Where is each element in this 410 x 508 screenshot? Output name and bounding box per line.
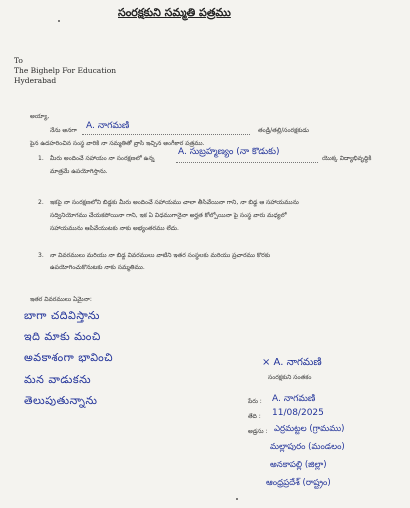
scan-speck [58, 20, 60, 22]
point-1-line1-suffix: యొక్క విద్యాభివృద్ధికి [322, 155, 372, 162]
footer-name-label: పేరు : [248, 398, 262, 405]
other-details-hand-line-1: బాగా చదివిస్తాను [24, 309, 100, 322]
point-1-number: 1. [38, 155, 44, 162]
child-name-handwritten: A. సుబ్రహ్మణ్యం (నా కొడుకు) [178, 147, 280, 157]
point-2-line1: ఇకపై నా సంరక్షణలోని బిడ్డకు మీరు అందించే సహాయము చాలా తీసివేయినా గాని, నా బిడ్డ ఆ సహాయమును [50, 199, 299, 206]
signature-label: సంరక్షకుని సంతకం [268, 374, 312, 381]
address-organization: The Bighelp For Education [14, 66, 117, 75]
intro-line2: పైన ఉదహరించిన సంస్థ వారికి నా సమ్మతితో వ్రాసి ఇచ్చిన అంగీకార పత్రము. [30, 140, 205, 147]
address-to: To [14, 56, 23, 65]
address-city: Hyderabad [14, 76, 57, 85]
point-3-line1: నా వివరములు మరియు నా బిడ్డ వివరములు వాటిని ఇతర సంస్థలకు మరియు ప్రచారము కొరకు [50, 252, 271, 259]
document-title: సంరక్షకుని సమ్మతి పత్రము [118, 6, 231, 19]
footer-name-handwritten: A. నాగమణి [272, 394, 316, 404]
point-1-line2: మాత్రమే ఉపయోగిస్తాను. [50, 168, 108, 175]
point-2-line3: సహాయమును ఆపివేయుటకు నాకు అభ్యంతరము లేదు. [50, 225, 179, 232]
point-3-number: 3. [38, 252, 44, 259]
recipient-address [14, 56, 116, 86]
other-details-hand-line-5: తెలుపుతున్నాను [24, 394, 98, 407]
other-details-hand-line-2: ఇది మాకు మంచి [24, 330, 101, 343]
guardian-name-handwritten: A. నాగమణి [86, 121, 130, 131]
intro-line1-suffix: తండ్రి/తల్లి/సంరక్షకుడు [258, 127, 309, 134]
guardian-name-line [82, 134, 250, 135]
footer-address-hand-line-4: ఆంధ్రప్రదేశ్ (రాష్ట్రం) [266, 478, 331, 488]
child-name-line [176, 162, 318, 163]
point-3-line2: ఉపయోగించుకొనుటకు నాకు సమ్మతిము. [50, 264, 145, 271]
footer-date-handwritten: 11/08/2025 [272, 408, 324, 418]
intro-line1-prefix: నేను అనగా [50, 127, 77, 134]
footer-date-label: తేది : [248, 413, 261, 420]
footer-address-hand-line-3: అనకాపల్లి (జిల్లా) [270, 460, 327, 470]
point-1-line1-prefix: మీరు అందించే సహాయం నా సంరక్షణలో ఉన్న [50, 155, 155, 162]
footer-address-hand-line-1: ఎర్రమట్టల (గ్రామము) [274, 424, 345, 434]
footer-address-hand-line-2: మల్లాపురం (మండలం) [270, 442, 345, 452]
footer-address-label: అడ్రసు : [248, 428, 268, 435]
point-2-line2: సద్వినియోగము చేయకపోయినా గాని, ఇక ఏ విధముగానైనా అర్హత కోల్పోయినా పై సంస్థ వారు మధ్యలో [50, 212, 287, 219]
other-details-hand-line-4: మన వాడుకను [24, 373, 92, 386]
point-2-number: 2. [38, 199, 44, 206]
guardian-signature-handwritten: × A. నాగమణి [262, 357, 322, 368]
other-details-label: ఇతర వివరములు ఏమైనా: [30, 296, 92, 303]
scan-speck [236, 498, 238, 500]
other-details-hand-line-3: అవకాశంగా భావించి [24, 351, 114, 364]
salutation: అయ్యా, [30, 113, 50, 120]
